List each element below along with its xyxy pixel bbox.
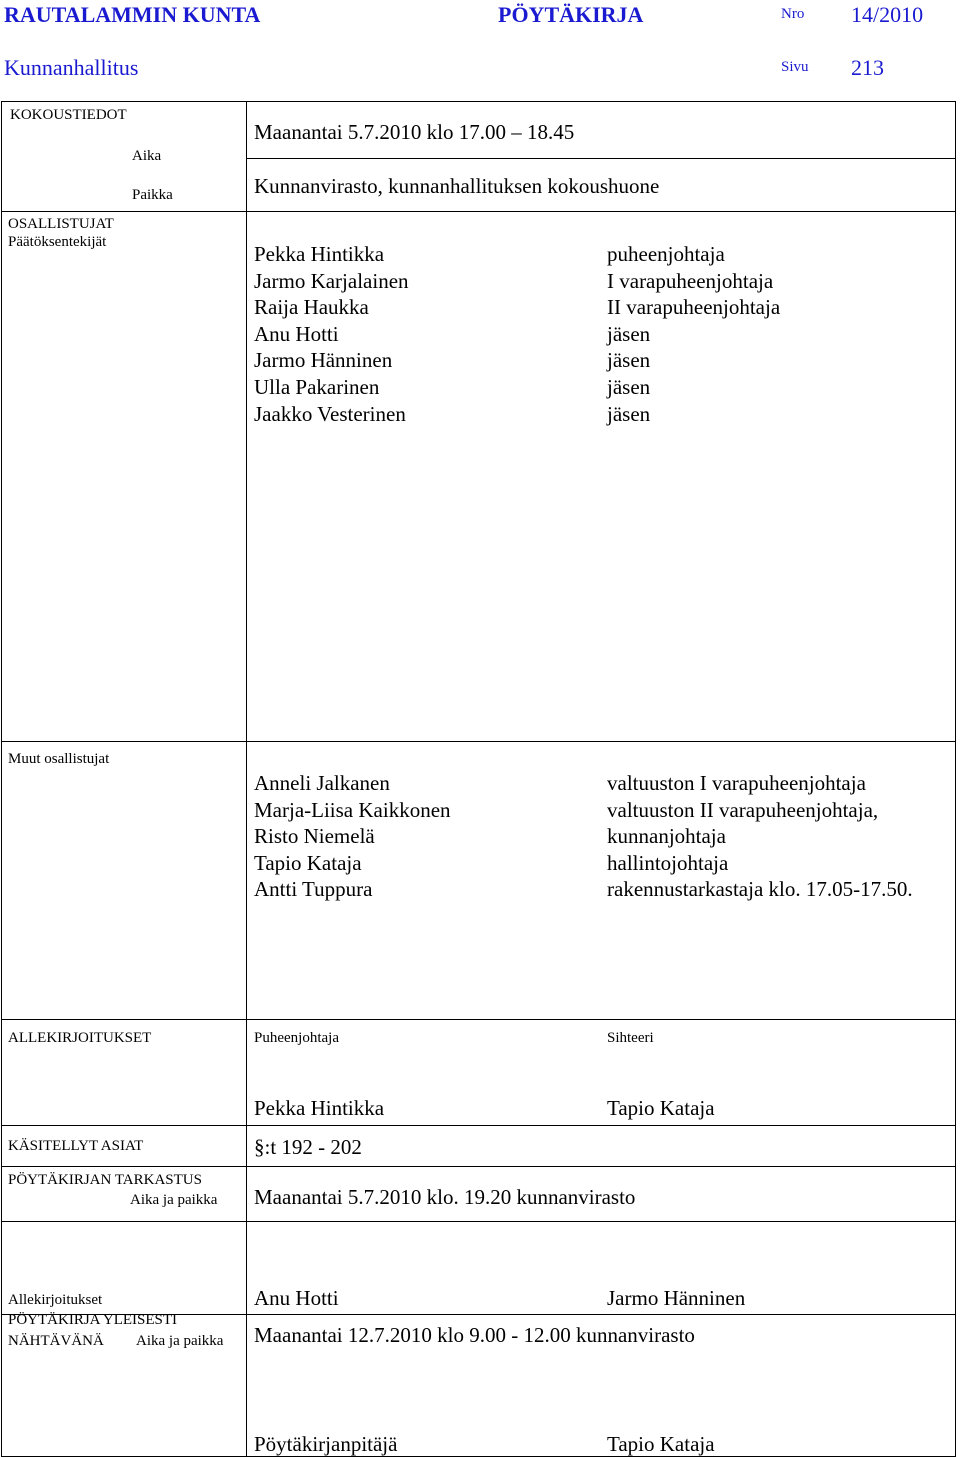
aika-label: Aika (132, 148, 162, 164)
member-role: jäsen (607, 321, 651, 346)
inspection-label: PÖYTÄKIRJAN TARKASTUS (8, 1172, 202, 1188)
participants-section-label: OSALLISTUJAT (8, 216, 114, 232)
member-role: puheenjohtaja (607, 242, 725, 266)
member-name: Pekka Hintikka (254, 242, 385, 266)
member-name: Jarmo Hänninen (254, 348, 393, 373)
public-time-place-label: Aika ja paikka (136, 1333, 224, 1349)
member-name: Jarmo Karjalainen (254, 268, 409, 293)
aika-value: Maanantai 5.7.2010 klo 17.00 – 18.45 (254, 120, 575, 144)
signatures-label: ALLEKIRJOITUKSET (8, 1030, 152, 1046)
other-role: valtuuston I varapuheenjohtaja (607, 771, 866, 795)
other-name: Anneli Jalkanen (254, 771, 390, 795)
chair-name: Pekka Hintikka (254, 1096, 385, 1120)
other-name: Antti Tuppura (254, 877, 373, 902)
municipality-name: RAUTALAMMIN KUNTA (4, 2, 261, 27)
member-name: Ulla Pakarinen (254, 374, 380, 399)
secretary-label: Sihteeri (607, 1030, 654, 1046)
member-name: Jaakko Vesterinen (254, 401, 406, 426)
decision-makers-label: Päätöksentekijät (8, 234, 107, 250)
members-roles (607, 241, 780, 427)
member-role: jäsen (607, 348, 651, 373)
public-display-value: Maanantai 12.7.2010 klo 9.00 - 12.00 kunnanvirasto (254, 1323, 695, 1347)
others-roles (607, 770, 913, 903)
member-role: I varapuheenjohtaja (607, 268, 774, 293)
body-name: Kunnanhallitus (4, 55, 139, 80)
inspector-2-name: Jarmo Hänninen (607, 1286, 746, 1310)
inspector-1-name: Anu Hotti (254, 1286, 339, 1310)
nro-value: 14/2010 (851, 2, 924, 27)
other-role: hallintojohtaja (607, 850, 729, 875)
other-name: Marja-Liisa Kaikkonen (254, 797, 451, 822)
sivu-value: 213 (851, 55, 884, 80)
others-names (254, 770, 451, 903)
member-role: jäsen (607, 401, 651, 426)
other-name: Tapio Kataja (254, 850, 362, 875)
keeper-name: Tapio Kataja (607, 1432, 715, 1456)
paikka-label: Paikka (132, 187, 173, 203)
public-display-label-2: NÄHTÄVÄNÄ (8, 1333, 104, 1349)
other-role: rakennustarkastaja klo. 17.05-17.50. (607, 877, 913, 902)
paikka-value: Kunnanvirasto, kunnanhallituksen kokoushuone (254, 174, 660, 198)
handled-items-value: §:t 192 - 202 (254, 1135, 362, 1159)
other-participants-label: Muut osallistujat (8, 751, 110, 767)
member-role: II varapuheenjohtaja (607, 295, 781, 320)
secretary-name: Tapio Kataja (607, 1096, 715, 1120)
member-name: Raija Haukka (254, 295, 369, 320)
handled-items-label: KÄSITELLYT ASIAT (8, 1138, 144, 1154)
other-role: kunnanjohtaja (607, 824, 726, 849)
other-role: valtuuston II varapuheenjohtaja, (607, 797, 879, 822)
meeting-section-label: KOKOUSTIEDOT (10, 107, 127, 123)
inspection-signatures-label: Allekirjoitukset (8, 1292, 103, 1308)
other-name: Risto Niemelä (254, 824, 375, 849)
members-names (254, 241, 409, 427)
keeper-label: Pöytäkirjanpitäjä (254, 1432, 398, 1456)
nro-label: Nro (781, 6, 805, 22)
public-display-label-1: PÖYTÄKIRJA YLEISESTI (8, 1312, 178, 1328)
document-type: PÖYTÄKIRJA (498, 2, 644, 27)
chair-label: Puheenjohtaja (254, 1030, 339, 1046)
sivu-label: Sivu (781, 59, 809, 75)
inspection-time-place-label: Aika ja paikka (130, 1192, 218, 1208)
inspection-value: Maanantai 5.7.2010 klo. 19.20 kunnanvirasto (254, 1185, 636, 1209)
member-name: Anu Hotti (254, 321, 339, 346)
member-role: jäsen (607, 374, 651, 399)
